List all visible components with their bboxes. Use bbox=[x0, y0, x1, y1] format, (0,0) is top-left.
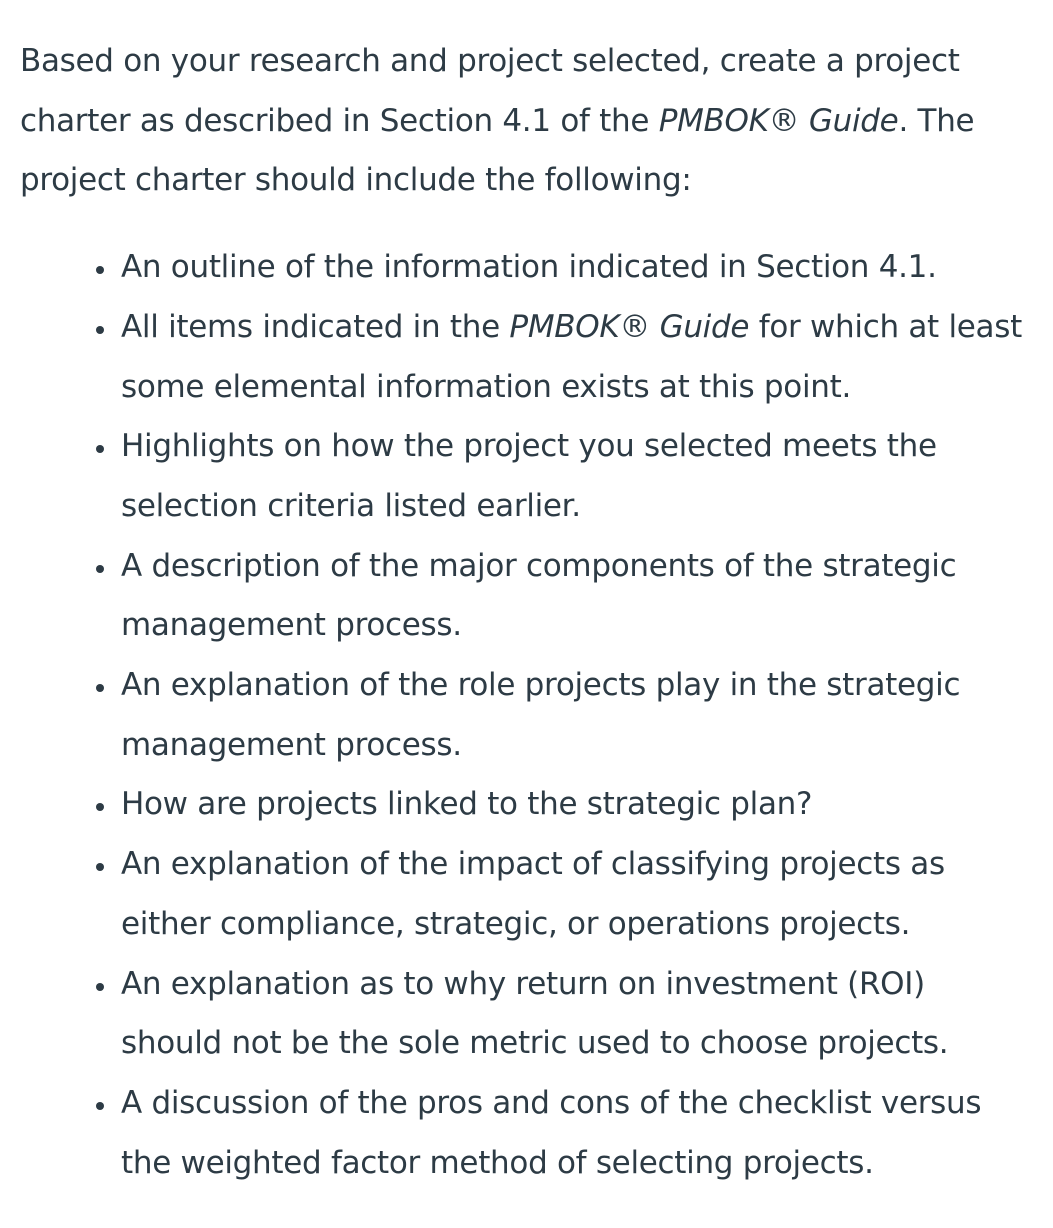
list-item-emphasis: PMBOK® Guide bbox=[509, 308, 750, 345]
list-item-text: An explanation of the impact of classifying projects as either compliance, strategic, or operations projects. bbox=[121, 846, 945, 942]
intro-text-after: . The project charter should include the following: bbox=[20, 102, 975, 199]
list-item bbox=[121, 537, 1030, 656]
list-item bbox=[121, 238, 1030, 298]
list-item bbox=[121, 955, 1030, 1074]
list-item bbox=[121, 1074, 1030, 1193]
list-item bbox=[121, 775, 1030, 835]
intro-text-before: Based on your research and project selected, create a project charter as described in Section 4.1 of the bbox=[20, 43, 960, 139]
list-item-text: An explanation of the role projects play in the strategic management process. bbox=[121, 667, 961, 763]
list-item-text-before: All items indicated in the bbox=[121, 308, 510, 345]
list-item-text-after: for which at least some elemental information exists at this point. bbox=[121, 308, 1022, 405]
list-item bbox=[121, 417, 1030, 536]
assignment-content bbox=[20, 32, 1030, 1193]
list-item-text: Highlights on how the project you selected meets the selection criteria listed earlier. bbox=[121, 428, 937, 524]
list-item bbox=[121, 298, 1030, 417]
list-item-text: A discussion of the pros and cons of the checklist versus the weighted factor method of selecting projects. bbox=[121, 1084, 982, 1181]
list-item bbox=[121, 835, 1030, 954]
list-item-text: An explanation as to why return on investment (ROI) should not be the sole metric used to choose projects. bbox=[121, 965, 949, 1062]
list-item-text: A description of the major components of the strategic management process. bbox=[121, 547, 957, 644]
list-item bbox=[121, 656, 1030, 775]
intro-paragraph bbox=[20, 32, 1030, 211]
list-item-text: How are projects linked to the strategic plan? bbox=[121, 786, 813, 823]
intro-emphasis: PMBOK® Guide bbox=[658, 102, 899, 139]
list-item-text: An outline of the information indicated in Section 4.1. bbox=[121, 249, 937, 286]
requirements-list bbox=[20, 238, 1030, 1193]
